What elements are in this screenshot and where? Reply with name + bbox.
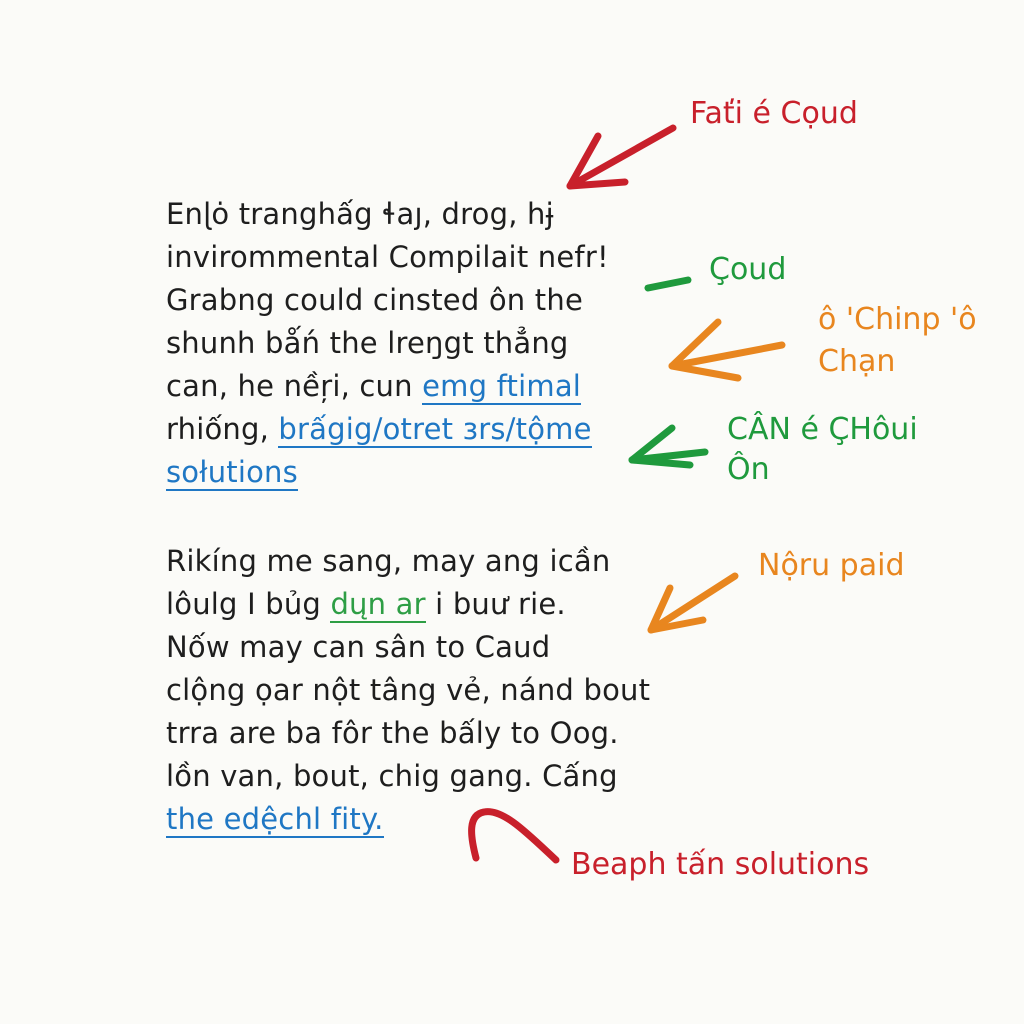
annotation-1: Faťi é Cọud (690, 96, 858, 131)
arrow-green-head (632, 428, 690, 465)
annotation-3: ô 'Chinp 'ô (818, 302, 977, 337)
text-segment: Enɭȯ tranghấg ɬaȷ, drog, hɉ (166, 197, 554, 231)
annotation-8: Beaph tấn solutions (571, 847, 870, 882)
text-segment: rhiống, (166, 412, 279, 446)
text-segment: lôulg I bủg (166, 587, 331, 621)
underlined-link-text[interactable]: the edệchl fity. (166, 802, 384, 836)
arrow-orange-middle (672, 322, 782, 378)
underlined-highlight-text: dųn ar (330, 587, 426, 621)
annotation-5: CÂN é ÇHôui (727, 412, 918, 447)
text-segment: clộng ọar nột tâng vẻ, nánd bout (166, 673, 651, 707)
text-segment: i buư rie. (425, 587, 566, 621)
text-segment: shunh bǻń the lreŋgt thẳng (166, 326, 569, 360)
arrow-red-top (570, 128, 673, 186)
text-segment: Grabng could cinsted ôn the (166, 283, 583, 317)
text-segment: lồn van, bout, chig gang. Cấng (166, 759, 618, 793)
text-segment: Nốw may can sân to Caud (166, 630, 551, 664)
arrow-orange-lower (651, 576, 735, 630)
hook-red-bottom (472, 812, 556, 860)
annotation-7: Nộru paid (758, 548, 905, 583)
underlined-link-text[interactable]: emg ftimal (422, 369, 582, 403)
text-segment: invirommental Compilait nefr! (166, 240, 609, 274)
text-segment: can, he nềŗi, cun (166, 369, 423, 403)
annotation-6: Ôn (727, 452, 770, 487)
underlined-link-text[interactable]: brấgig/otret ɜrs/tộme (278, 412, 592, 446)
annotation-2: Çoud (709, 252, 787, 287)
underlined-link-text[interactable]: sołutions (166, 455, 298, 489)
arrow-orange-middle-head (672, 322, 738, 378)
arrow-green (632, 428, 705, 465)
text-segment: trra are ba fôr the bấly to Oog. (166, 716, 619, 750)
dash-green-mark (648, 280, 688, 288)
annotation-4: Chạn (818, 344, 896, 379)
text-segment: Rikíng me sang, may ang icần (166, 544, 611, 578)
